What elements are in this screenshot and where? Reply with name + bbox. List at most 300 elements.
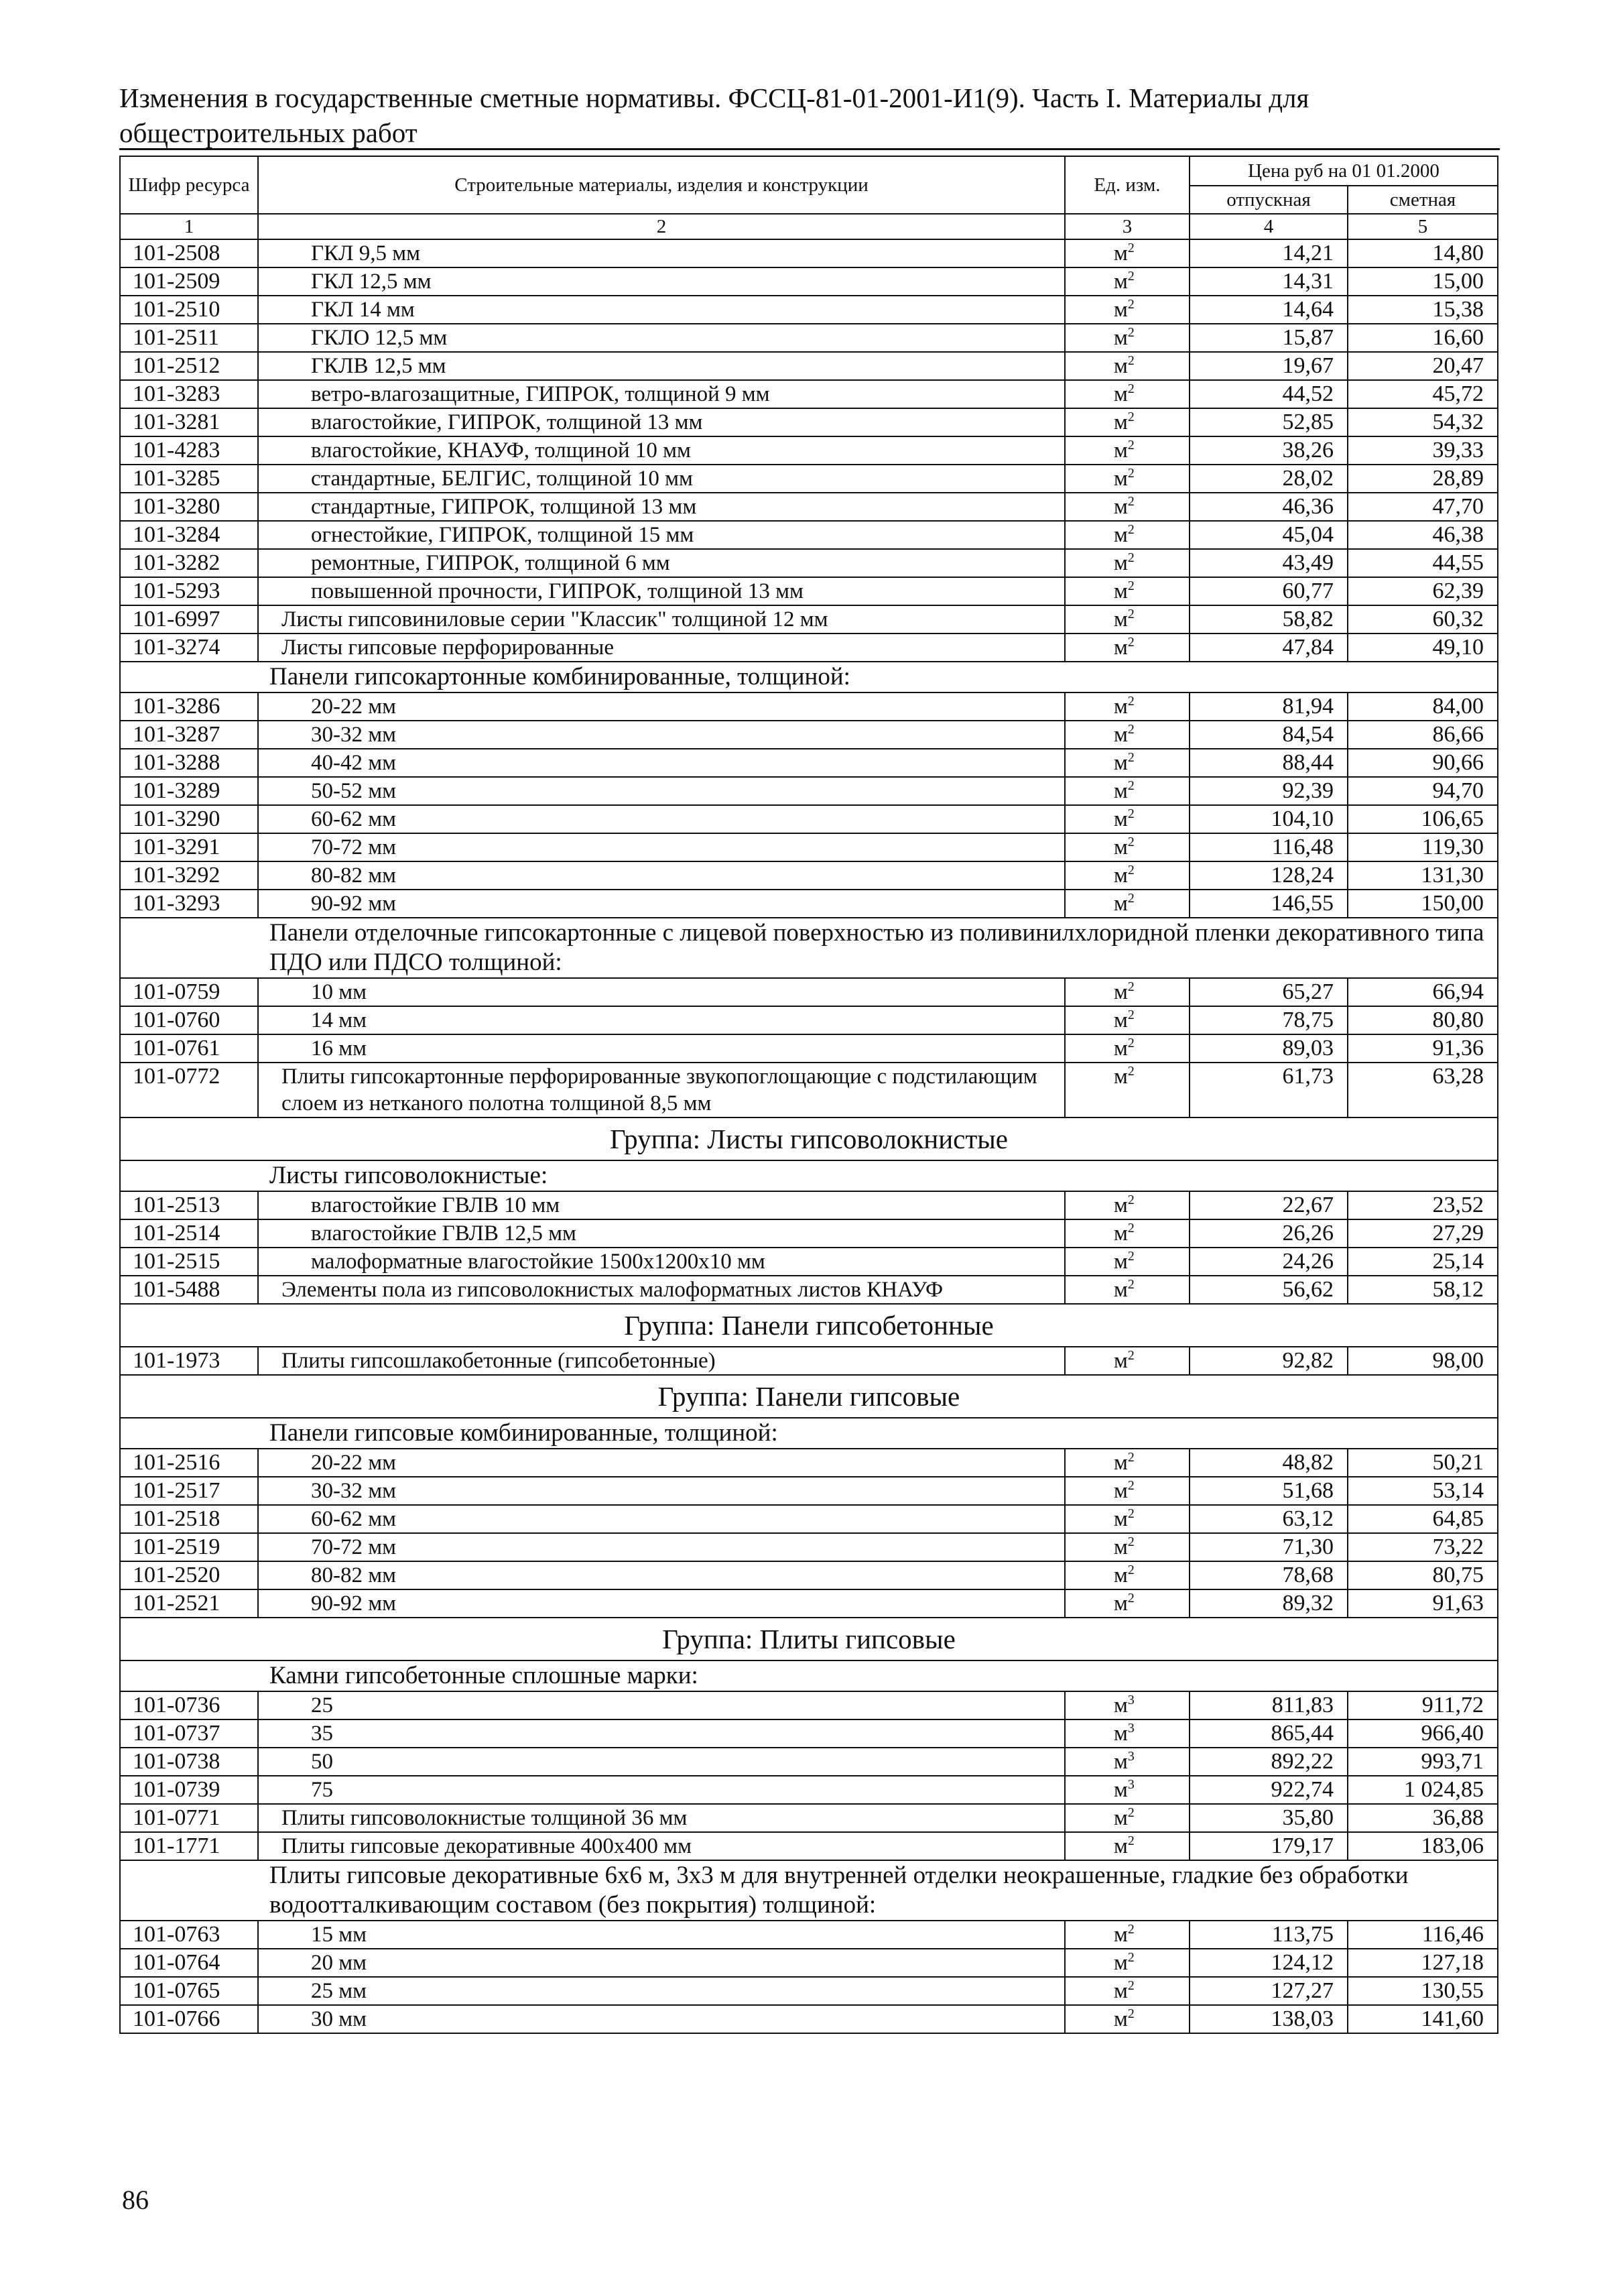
table-row xyxy=(120,436,1498,465)
group-heading: Группа: Листы гипсоволокнистые xyxy=(120,1117,1498,1160)
release-price: 46,36 xyxy=(1190,493,1348,521)
unit-exponent: 2 xyxy=(1127,1348,1135,1363)
column-number: 4 xyxy=(1190,214,1348,239)
column-number: 2 xyxy=(258,214,1065,239)
group-row xyxy=(120,1117,1498,1160)
resource-code: 101-2512 xyxy=(120,352,258,380)
resource-code: 101-3287 xyxy=(120,721,258,749)
estimate-price: 27,29 xyxy=(1348,1219,1498,1248)
resource-code: 101-0763 xyxy=(120,1921,258,1949)
estimate-price: 1 024,85 xyxy=(1348,1776,1498,1804)
unit-cell xyxy=(1065,1449,1190,1477)
unit: м xyxy=(1114,382,1128,406)
table-row xyxy=(120,1248,1498,1276)
resource-code: 101-6997 xyxy=(120,605,258,633)
group-heading: Группа: Панели гипсобетонные xyxy=(120,1304,1498,1347)
release-price: 127,27 xyxy=(1190,1977,1348,2005)
estimate-price: 86,66 xyxy=(1348,721,1498,749)
subheading-row xyxy=(120,1860,1498,1921)
resource-code: 101-2516 xyxy=(120,1449,258,1477)
release-price: 113,75 xyxy=(1190,1921,1348,1949)
unit-cell xyxy=(1065,1804,1190,1832)
unit: м xyxy=(1114,980,1128,1004)
unit-exponent: 2 xyxy=(1127,241,1135,255)
unit-cell xyxy=(1065,408,1190,436)
subheading-row xyxy=(120,1160,1498,1191)
unit: м xyxy=(1114,1507,1128,1531)
table-row xyxy=(120,1949,1498,1977)
unit-cell xyxy=(1065,521,1190,549)
header-estimate-price: сметная xyxy=(1348,186,1498,214)
resource-code: 101-3281 xyxy=(120,408,258,436)
resource-code: 101-3285 xyxy=(120,465,258,493)
unit: м xyxy=(1114,779,1128,803)
unit-cell xyxy=(1065,1276,1190,1304)
material-name: ГКЛВ 12,5 мм xyxy=(258,352,1065,380)
resource-code: 101-2514 xyxy=(120,1219,258,1248)
group-row xyxy=(120,1618,1498,1660)
material-name: 70-72 мм xyxy=(258,1533,1065,1561)
material-name: 35 xyxy=(258,1719,1065,1748)
unit-exponent: 2 xyxy=(1127,891,1135,906)
release-price: 811,83 xyxy=(1190,1691,1348,1719)
unit: м xyxy=(1114,354,1128,378)
resource-code: 101-3284 xyxy=(120,521,258,549)
release-price: 45,04 xyxy=(1190,521,1348,549)
estimate-price: 45,72 xyxy=(1348,380,1498,408)
unit-cell xyxy=(1065,1832,1190,1860)
estimate-price: 47,70 xyxy=(1348,493,1498,521)
header-release-price: отпускная xyxy=(1190,186,1348,214)
release-price: 88,44 xyxy=(1190,749,1348,777)
table-row xyxy=(120,890,1498,918)
unit: м xyxy=(1114,1923,1128,1947)
table-row xyxy=(120,352,1498,380)
unit-exponent: 3 xyxy=(1127,1693,1135,1707)
unit-exponent: 2 xyxy=(1127,381,1135,396)
release-price: 52,85 xyxy=(1190,408,1348,436)
unit-exponent: 2 xyxy=(1127,269,1135,284)
unit-exponent: 2 xyxy=(1127,1478,1135,1493)
material-name: 16 мм xyxy=(258,1034,1065,1063)
unit-cell xyxy=(1065,577,1190,605)
resource-code: 101-4283 xyxy=(120,436,258,465)
unit-exponent: 2 xyxy=(1127,297,1135,312)
unit-cell xyxy=(1065,1949,1190,1977)
material-name: стандартные, БЕЛГИС, толщиной 10 мм xyxy=(258,465,1065,493)
unit: м xyxy=(1114,863,1128,888)
material-name: Плиты гипсовые декоративные 400х400 мм xyxy=(258,1832,1065,1860)
unit: м xyxy=(1114,835,1128,859)
unit: м xyxy=(1114,298,1128,322)
unit: м xyxy=(1114,1721,1128,1746)
estimate-price: 36,88 xyxy=(1348,1804,1498,1832)
unit-exponent: 2 xyxy=(1127,979,1135,994)
material-name: 10 мм xyxy=(258,978,1065,1006)
resource-code: 101-1973 xyxy=(120,1347,258,1375)
subheading: Плиты гипсовые декоративные 6х6 м, 3х3 м для внутренней отделки неокрашенные, гладкие без обработки водоотталкивающим составом (без покрытия) толщиной: xyxy=(120,1860,1498,1921)
resource-code: 101-0772 xyxy=(120,1063,258,1117)
unit-exponent: 2 xyxy=(1127,1008,1135,1022)
unit-cell xyxy=(1065,2005,1190,2033)
unit-exponent: 2 xyxy=(1127,806,1135,821)
subheading-row xyxy=(120,1418,1498,1449)
material-name: 90-92 мм xyxy=(258,890,1065,918)
unit-cell xyxy=(1065,890,1190,918)
unit-exponent: 2 xyxy=(1127,1563,1135,1577)
unit: м xyxy=(1114,892,1128,916)
resource-code: 101-3293 xyxy=(120,890,258,918)
unit-cell xyxy=(1065,1191,1190,1219)
unit-cell xyxy=(1065,1034,1190,1063)
release-price: 47,84 xyxy=(1190,633,1348,662)
column-number-row xyxy=(120,214,1498,239)
unit-cell xyxy=(1065,1533,1190,1561)
resource-code: 101-3283 xyxy=(120,380,258,408)
subheading-row xyxy=(120,918,1498,978)
unit: м xyxy=(1114,579,1128,603)
unit-cell xyxy=(1065,239,1190,267)
unit-cell xyxy=(1065,296,1190,324)
table-row xyxy=(120,380,1498,408)
unit-cell xyxy=(1065,1719,1190,1748)
unit-exponent: 2 xyxy=(1127,550,1135,565)
material-name: 80-82 мм xyxy=(258,1561,1065,1589)
unit-cell xyxy=(1065,1977,1190,2005)
estimate-price: 15,00 xyxy=(1348,267,1498,296)
release-price: 92,39 xyxy=(1190,777,1348,805)
unit: м xyxy=(1114,1778,1128,1802)
material-name: влагостойкие ГВЛВ 10 мм xyxy=(258,1191,1065,1219)
resource-code: 101-2519 xyxy=(120,1533,258,1561)
unit: м xyxy=(1114,495,1128,519)
resource-code: 101-0765 xyxy=(120,1977,258,2005)
table-body xyxy=(120,239,1498,2033)
release-price: 116,48 xyxy=(1190,833,1348,861)
unit-exponent: 2 xyxy=(1127,722,1135,737)
release-price: 14,64 xyxy=(1190,296,1348,324)
unit-cell xyxy=(1065,721,1190,749)
unit-cell xyxy=(1065,1776,1190,1804)
unit: м xyxy=(1114,807,1128,831)
unit-exponent: 2 xyxy=(1127,1950,1135,1965)
material-name: ремонтные, ГИПРОК, толщиной 6 мм xyxy=(258,549,1065,577)
unit: м xyxy=(1114,694,1128,719)
table-row xyxy=(120,1449,1498,1477)
page-number: 86 xyxy=(122,2185,149,2215)
material-name: огнестойкие, ГИПРОК, толщиной 15 мм xyxy=(258,521,1065,549)
unit-exponent: 2 xyxy=(1127,863,1135,878)
material-name: 70-72 мм xyxy=(258,833,1065,861)
unit-cell xyxy=(1065,1347,1190,1375)
estimate-price: 66,94 xyxy=(1348,978,1498,1006)
estimate-price: 183,06 xyxy=(1348,1832,1498,1860)
column-number: 1 xyxy=(120,214,258,239)
unit-exponent: 2 xyxy=(1127,325,1135,340)
table-row xyxy=(120,1691,1498,1719)
unit: м xyxy=(1114,410,1128,434)
resource-code: 101-3282 xyxy=(120,549,258,577)
unit-exponent: 2 xyxy=(1127,1591,1135,1606)
release-price: 26,26 xyxy=(1190,1219,1348,1248)
unit: м xyxy=(1114,1693,1128,1717)
table-row xyxy=(120,1977,1498,2005)
unit-exponent: 2 xyxy=(1127,607,1135,621)
estimate-price: 90,66 xyxy=(1348,749,1498,777)
material-name: 30-32 мм xyxy=(258,721,1065,749)
unit-exponent: 2 xyxy=(1127,1978,1135,1993)
table-row xyxy=(120,605,1498,633)
estimate-price: 130,55 xyxy=(1348,1977,1498,2005)
table-row xyxy=(120,1034,1498,1063)
material-name: 60-62 мм xyxy=(258,805,1065,833)
unit: м xyxy=(1114,1563,1128,1587)
release-price: 38,26 xyxy=(1190,436,1348,465)
material-name: 25 xyxy=(258,1691,1065,1719)
unit-cell xyxy=(1065,352,1190,380)
table-row xyxy=(120,1719,1498,1748)
table-row xyxy=(120,465,1498,493)
table-row xyxy=(120,777,1498,805)
group-heading: Группа: Плиты гипсовые xyxy=(120,1618,1498,1660)
estimate-price: 64,85 xyxy=(1348,1505,1498,1533)
material-name: 20-22 мм xyxy=(258,1449,1065,1477)
unit: м xyxy=(1114,1193,1128,1217)
material-name: стандартные, ГИПРОК, толщиной 13 мм xyxy=(258,493,1065,521)
unit: м xyxy=(1114,1065,1128,1089)
unit: м xyxy=(1114,1951,1128,1975)
price-table xyxy=(119,156,1498,2034)
release-price: 128,24 xyxy=(1190,861,1348,890)
resource-code: 101-0759 xyxy=(120,978,258,1006)
unit-exponent: 2 xyxy=(1127,1036,1135,1050)
release-price: 51,68 xyxy=(1190,1477,1348,1505)
unit-cell xyxy=(1065,1921,1190,1949)
table-row xyxy=(120,721,1498,749)
estimate-price: 80,80 xyxy=(1348,1006,1498,1034)
unit-cell xyxy=(1065,267,1190,296)
resource-code: 101-2511 xyxy=(120,324,258,352)
unit-exponent: 2 xyxy=(1127,579,1135,593)
resource-code: 101-3286 xyxy=(120,692,258,721)
unit-exponent: 2 xyxy=(1127,750,1135,765)
material-name: 60-62 мм xyxy=(258,1505,1065,1533)
estimate-price: 23,52 xyxy=(1348,1191,1498,1219)
estimate-price: 53,14 xyxy=(1348,1477,1498,1505)
resource-code: 101-2518 xyxy=(120,1505,258,1533)
unit-exponent: 2 xyxy=(1127,2006,1135,2021)
estimate-price: 15,38 xyxy=(1348,296,1498,324)
material-name: 80-82 мм xyxy=(258,861,1065,890)
table-row xyxy=(120,1219,1498,1248)
unit-exponent: 2 xyxy=(1127,1249,1135,1264)
unit-exponent: 2 xyxy=(1127,1833,1135,1848)
release-price: 15,87 xyxy=(1190,324,1348,352)
table-row xyxy=(120,1921,1498,1949)
table-row xyxy=(120,1589,1498,1618)
unit: м xyxy=(1114,1278,1128,1302)
resource-code: 101-0761 xyxy=(120,1034,258,1063)
unit-cell xyxy=(1065,833,1190,861)
resource-code: 101-2509 xyxy=(120,267,258,296)
header-price: Цена руб на 01 01.2000 xyxy=(1190,156,1498,186)
subheading: Листы гипсоволокнистые: xyxy=(120,1160,1498,1191)
resource-code: 101-2521 xyxy=(120,1589,258,1618)
release-price: 865,44 xyxy=(1190,1719,1348,1748)
estimate-price: 25,14 xyxy=(1348,1248,1498,1276)
unit-cell xyxy=(1065,605,1190,633)
group-row xyxy=(120,1375,1498,1418)
unit-exponent: 2 xyxy=(1127,635,1135,650)
material-name: влагостойкие ГВЛВ 12,5 мм xyxy=(258,1219,1065,1248)
resource-code: 101-0738 xyxy=(120,1748,258,1776)
unit-cell xyxy=(1065,493,1190,521)
table-row xyxy=(120,805,1498,833)
header-code: Шифр ресурса xyxy=(120,156,258,214)
estimate-price: 44,55 xyxy=(1348,549,1498,577)
release-price: 146,55 xyxy=(1190,890,1348,918)
release-price: 63,12 xyxy=(1190,1505,1348,1533)
estimate-price: 60,32 xyxy=(1348,605,1498,633)
release-price: 14,21 xyxy=(1190,239,1348,267)
unit: м xyxy=(1114,467,1128,491)
resource-code: 101-0771 xyxy=(120,1804,258,1832)
material-name: 15 мм xyxy=(258,1921,1065,1949)
unit-cell xyxy=(1065,324,1190,352)
table-row xyxy=(120,1347,1498,1375)
estimate-price: 116,46 xyxy=(1348,1921,1498,1949)
release-price: 89,03 xyxy=(1190,1034,1348,1063)
unit-cell xyxy=(1065,1248,1190,1276)
group-heading: Группа: Панели гипсовые xyxy=(120,1375,1498,1418)
table-row xyxy=(120,1191,1498,1219)
unit: м xyxy=(1114,1451,1128,1475)
table-row xyxy=(120,633,1498,662)
unit: м xyxy=(1114,751,1128,775)
unit-exponent: 2 xyxy=(1127,1506,1135,1521)
release-price: 22,67 xyxy=(1190,1191,1348,1219)
table-row xyxy=(120,1804,1498,1832)
unit: м xyxy=(1114,1750,1128,1774)
estimate-price: 63,28 xyxy=(1348,1063,1498,1117)
table-row xyxy=(120,1276,1498,1304)
title-divider xyxy=(119,148,1500,150)
unit-cell xyxy=(1065,549,1190,577)
table-row xyxy=(120,324,1498,352)
resource-code: 101-0739 xyxy=(120,1776,258,1804)
resource-code: 101-5293 xyxy=(120,577,258,605)
unit-exponent: 2 xyxy=(1127,1221,1135,1235)
unit: м xyxy=(1114,636,1128,660)
estimate-price: 966,40 xyxy=(1348,1719,1498,1748)
unit: м xyxy=(1114,241,1128,265)
unit: м xyxy=(1114,1479,1128,1503)
estimate-price: 20,47 xyxy=(1348,352,1498,380)
material-name: повышенной прочности, ГИПРОК, толщиной 13 мм xyxy=(258,577,1065,605)
unit: м xyxy=(1114,523,1128,547)
material-name: 75 xyxy=(258,1776,1065,1804)
unit-exponent: 2 xyxy=(1127,1193,1135,1207)
release-price: 922,74 xyxy=(1190,1776,1348,1804)
material-name: 90-92 мм xyxy=(258,1589,1065,1618)
resource-code: 101-2520 xyxy=(120,1561,258,1589)
unit-cell xyxy=(1065,978,1190,1006)
material-name: 50-52 мм xyxy=(258,777,1065,805)
material-name: ветро-влагозащитные, ГИПРОК, толщиной 9 мм xyxy=(258,380,1065,408)
subheading: Камни гипсобетонные сплошные марки: xyxy=(120,1660,1498,1691)
unit: м xyxy=(1114,1250,1128,1274)
unit-exponent: 2 xyxy=(1127,1805,1135,1820)
release-price: 179,17 xyxy=(1190,1832,1348,1860)
material-name: 30-32 мм xyxy=(258,1477,1065,1505)
release-price: 71,30 xyxy=(1190,1533,1348,1561)
resource-code: 101-0764 xyxy=(120,1949,258,1977)
material-name: 50 xyxy=(258,1748,1065,1776)
estimate-price: 73,22 xyxy=(1348,1533,1498,1561)
release-price: 89,32 xyxy=(1190,1589,1348,1618)
unit: м xyxy=(1114,1221,1128,1246)
unit-cell xyxy=(1065,1063,1190,1117)
subheading-row xyxy=(120,1660,1498,1691)
unit-exponent: 2 xyxy=(1127,1534,1135,1549)
table-row xyxy=(120,1748,1498,1776)
resource-code: 101-3288 xyxy=(120,749,258,777)
release-price: 78,75 xyxy=(1190,1006,1348,1034)
table-row xyxy=(120,1505,1498,1533)
table-row xyxy=(120,521,1498,549)
unit: м xyxy=(1114,1834,1128,1858)
estimate-price: 98,00 xyxy=(1348,1347,1498,1375)
unit-cell xyxy=(1065,1561,1190,1589)
unit: м xyxy=(1114,1806,1128,1830)
material-name: 30 мм xyxy=(258,2005,1065,2033)
subheading: Панели гипсокартонные комбинированные, толщиной: xyxy=(120,662,1498,692)
resource-code: 101-2517 xyxy=(120,1477,258,1505)
resource-code: 101-5488 xyxy=(120,1276,258,1304)
resource-code: 101-0766 xyxy=(120,2005,258,2033)
table-row xyxy=(120,1561,1498,1589)
unit: м xyxy=(1114,1036,1128,1061)
estimate-price: 91,36 xyxy=(1348,1034,1498,1063)
material-name: Листы гипсовые перфорированные xyxy=(258,633,1065,662)
material-name: Плиты гипсокартонные перфорированные звукопоглощающие с подстилающим слоем из нетканого полотна толщиной 8,5 мм xyxy=(258,1063,1065,1117)
estimate-price: 54,32 xyxy=(1348,408,1498,436)
material-name: Листы гипсовиниловые серии "Классик" толщиной 12 мм xyxy=(258,605,1065,633)
unit-exponent: 2 xyxy=(1127,410,1135,424)
material-name: ГКЛ 12,5 мм xyxy=(258,267,1065,296)
release-price: 78,68 xyxy=(1190,1561,1348,1589)
release-price: 124,12 xyxy=(1190,1949,1348,1977)
resource-code: 101-2515 xyxy=(120,1248,258,1276)
table-row xyxy=(120,493,1498,521)
unit-cell xyxy=(1065,1505,1190,1533)
column-number: 5 xyxy=(1348,214,1498,239)
resource-code: 101-3280 xyxy=(120,493,258,521)
unit-cell xyxy=(1065,1691,1190,1719)
estimate-price: 127,18 xyxy=(1348,1949,1498,1977)
table-row xyxy=(120,239,1498,267)
table-row xyxy=(120,1063,1498,1117)
unit-exponent: 2 xyxy=(1127,694,1135,709)
estimate-price: 94,70 xyxy=(1348,777,1498,805)
table-row xyxy=(120,833,1498,861)
unit-cell xyxy=(1065,861,1190,890)
material-name: ГКЛ 9,5 мм xyxy=(258,239,1065,267)
release-price: 24,26 xyxy=(1190,1248,1348,1276)
material-name: влагостойкие, ГИПРОК, толщиной 13 мм xyxy=(258,408,1065,436)
unit-exponent: 3 xyxy=(1127,1777,1135,1792)
estimate-price: 911,72 xyxy=(1348,1691,1498,1719)
